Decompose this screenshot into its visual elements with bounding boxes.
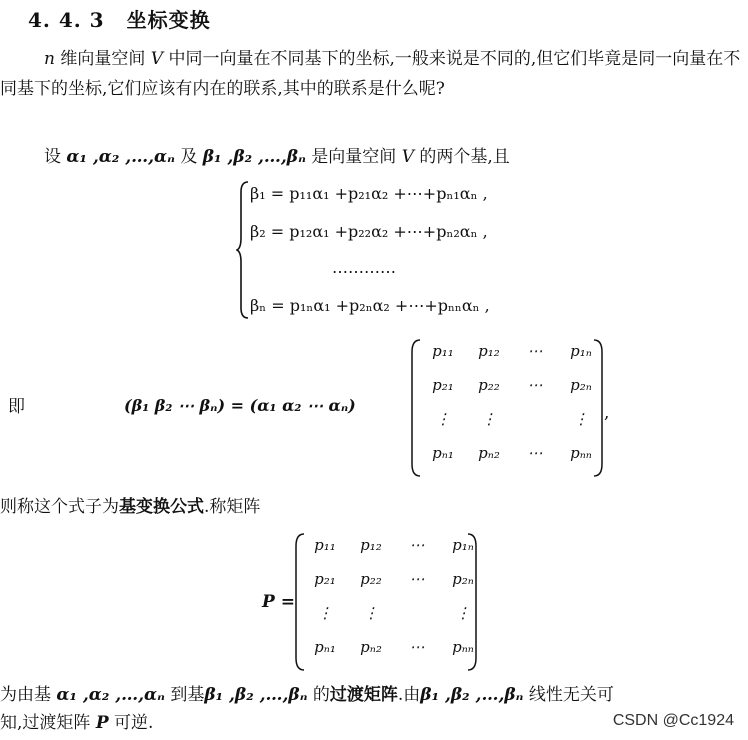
matrix-cell: pₙₙ — [452, 638, 474, 656]
transition-pre: 为由基 — [0, 685, 57, 705]
matrix-cell: pₙ₁ — [432, 444, 454, 462]
setup-tail-b: 的两个基,且 — [413, 147, 510, 167]
matrix-cell: pₙₙ — [570, 444, 592, 462]
matrix-cell: pₙ₂ — [360, 638, 382, 656]
matrix-cell: p₂₁ — [314, 570, 336, 588]
v-symbol-2: V — [401, 147, 414, 167]
matrix-cell: ⋯ — [527, 376, 543, 394]
alpha-basis-2: α₁ ,α₂ ,…,αₙ — [56, 685, 165, 705]
section-title: 坐标变换 — [126, 8, 211, 32]
intro-text-b: 中同一向量在不同基下的坐标,一般来说是不同的,但它们毕竟是同一向量在不同基下的坐标,它们应该有内在的联系,其中的联系是什么呢? — [0, 49, 741, 99]
formula-post: .称矩阵 — [204, 497, 261, 517]
transition-de: 的 — [307, 685, 330, 705]
setup-and: 及 — [174, 147, 203, 167]
p-label: P = — [262, 592, 295, 612]
matrix-cell: ⋯ — [527, 444, 543, 462]
system-eq-1: β₁ = p₁₁α₁ +p₂₁α₂ +⋯+pₙ₁αₙ , — [250, 184, 488, 203]
transition-keyword: 过渡矩阵 — [329, 685, 398, 705]
p-symbol: P — [95, 713, 109, 733]
matrix-cell: p₂ₙ — [452, 570, 474, 588]
transition-after: .由 — [397, 685, 421, 705]
matrix-cell: p₂₂ — [478, 376, 500, 394]
matrix-cell: p₂ₙ — [570, 376, 592, 394]
section-number: 4. 4. 3 — [28, 8, 105, 32]
matrix-cell: ⋮ — [455, 604, 471, 622]
matrix-cell: ⋯ — [409, 638, 425, 656]
matrix-cell: p₁ₙ — [570, 342, 592, 360]
matrix-comma: , — [604, 403, 610, 423]
intro-paragraph — [0, 44, 748, 104]
intro-text-a: 维向量空间 — [54, 49, 151, 69]
system-eq-3: βₙ = p₁ₙα₁ +p₂ₙα₂ +⋯+pₙₙαₙ , — [250, 296, 490, 315]
invertible-pre: 知,过渡矩阵 — [0, 713, 96, 733]
transition-line-2 — [0, 708, 153, 738]
n-symbol: n — [44, 49, 55, 69]
matrix-cell: p₁₂ — [360, 536, 382, 554]
matrix-cell: ⋯ — [527, 342, 543, 360]
formula-name-line — [0, 492, 260, 522]
matrix-cell: p₂₂ — [360, 570, 382, 588]
formula-pre: 则称这个式子为 — [0, 497, 119, 517]
beta-basis-3: β₁ ,β₂ ,…,βₙ — [420, 685, 524, 705]
transition-line-1 — [0, 680, 614, 710]
matrix-cell: p₂₁ — [432, 376, 454, 394]
formula-keyword: 基变换公式 — [119, 497, 204, 517]
basis-setup-line — [44, 142, 510, 172]
ji-label: 即 — [8, 397, 25, 417]
transition-tail: 线性无关可 — [523, 685, 614, 705]
matrix-equation-lhs: (β₁ β₂ ⋯ βₙ) = (α₁ α₂ ⋯ αₙ) — [124, 396, 356, 415]
matrix-cell: p₁ₙ — [452, 536, 474, 554]
matrix-cell: ⋯ — [409, 570, 425, 588]
beta-basis: β₁ ,β₂ ,…,βₙ — [202, 147, 306, 167]
matrix-cell: ⋮ — [363, 604, 379, 622]
system-eq-2: β₂ = p₁₂α₁ +p₂₂α₂ +⋯+pₙ₂αₙ , — [250, 222, 488, 241]
v-symbol: V — [150, 49, 164, 69]
matrix-cell: p₁₁ — [314, 536, 336, 554]
matrix-cell: pₙ₁ — [314, 638, 336, 656]
matrix-cell: ⋮ — [317, 604, 333, 622]
matrix-cell: ⋮ — [481, 410, 497, 428]
matrix-cell: p₁₂ — [478, 342, 500, 360]
invertible-post: 可逆. — [108, 713, 154, 733]
transition-mid: 到基 — [164, 685, 205, 705]
beta-basis-2: β₁ ,β₂ ,…,βₙ — [204, 685, 308, 705]
matrix-cell: ⋯ — [409, 536, 425, 554]
setup-tail-a: 是向量空间 — [305, 147, 402, 167]
setup-lead: 设 — [44, 147, 67, 167]
csdn-watermark: CSDN @Cc1924 — [612, 712, 734, 729]
alpha-basis: α₁ ,α₂ ,…,αₙ — [66, 147, 175, 167]
section-heading — [28, 4, 211, 33]
system-dots: ………… — [332, 258, 396, 277]
matrix-cell: p₁₁ — [432, 342, 454, 360]
matrix-cell: ⋮ — [573, 410, 589, 428]
matrix-cell: ⋮ — [435, 410, 451, 428]
system-brace — [236, 180, 250, 320]
matrix-cell: pₙ₂ — [478, 444, 500, 462]
